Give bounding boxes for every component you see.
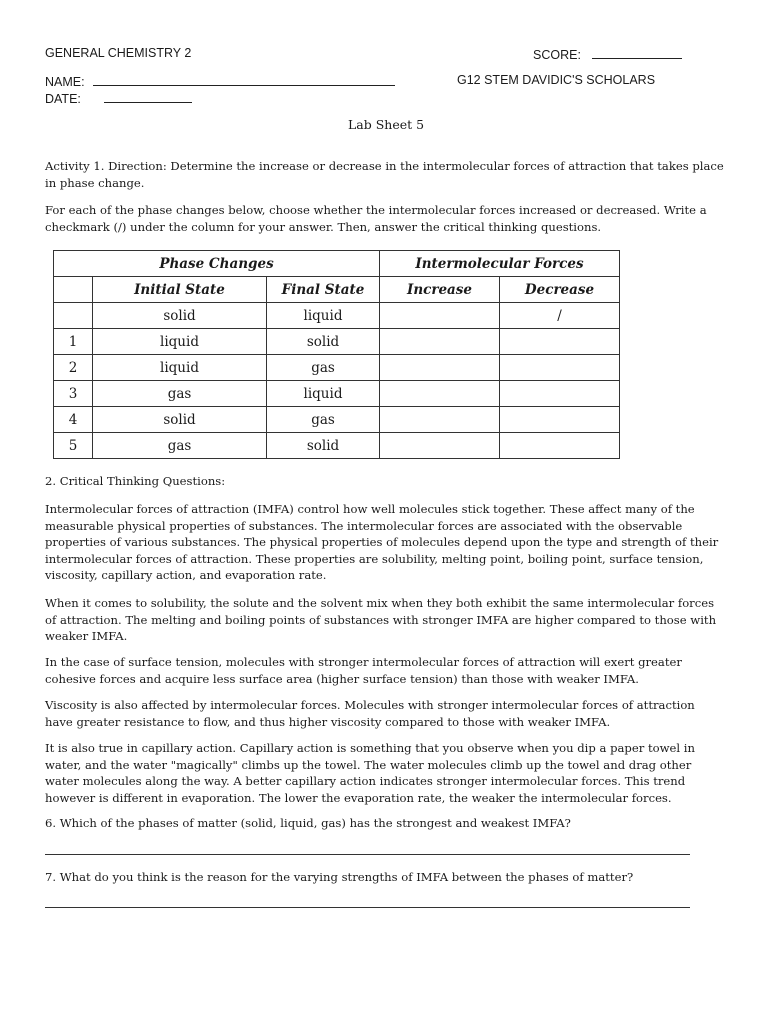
initial-state-cell: solid	[93, 303, 267, 329]
date-blank[interactable]	[104, 90, 192, 103]
table-row	[54, 303, 620, 329]
name-field	[45, 73, 395, 89]
viscosity-paragraph: Viscosity is also affected by intermolecular forces. Molecules with stronger intermolecular forces of attraction have greater resistance to flow, and thus higher viscosity compared to those with weaker IMFA.	[45, 698, 695, 729]
score-field	[533, 46, 682, 62]
decrease-cell[interactable]	[500, 407, 620, 433]
intermolecular-forces-header: Intermolecular Forces	[380, 251, 620, 277]
initial-state-cell: liquid	[93, 329, 267, 355]
sheet-title: Lab Sheet 5	[348, 117, 425, 132]
phase-change-table	[53, 250, 620, 459]
initial-state-cell: gas	[93, 433, 267, 459]
phase-changes-header: Phase Changes	[54, 251, 380, 277]
decrease-cell[interactable]	[500, 329, 620, 355]
increase-cell[interactable]	[380, 355, 500, 381]
final-state-cell: solid	[267, 433, 380, 459]
increase-cell[interactable]	[380, 433, 500, 459]
initial-state-cell: gas	[93, 381, 267, 407]
table-row	[54, 381, 620, 407]
final-state-cell: liquid	[267, 381, 380, 407]
final-state-header: Final State	[267, 277, 380, 303]
initial-state-header: Initial State	[93, 277, 267, 303]
date-field	[45, 90, 192, 106]
row-number	[54, 303, 93, 329]
solubility-paragraph: When it comes to solubility, the solute and the solvent mix when they both exhibit the same intermolecular forces of attraction. The melting and boiling points of substances with stronger IMFA are higher compared to those with weaker IMFA.	[45, 596, 717, 644]
initial-state-cell: solid	[93, 407, 267, 433]
initial-state-cell: liquid	[93, 355, 267, 381]
row-number: 4	[54, 407, 93, 433]
increase-header: Increase	[380, 277, 500, 303]
row-number: 5	[54, 433, 93, 459]
decrease-header: Decrease	[500, 277, 620, 303]
table-row	[54, 433, 620, 459]
table-row	[54, 355, 620, 381]
number-header	[54, 277, 93, 303]
section-label: G12 STEM DAVIDIC'S SCHOLARS	[457, 73, 656, 87]
final-state-cell: gas	[267, 355, 380, 381]
increase-cell[interactable]	[380, 329, 500, 355]
question-7: 7. What do you think is the reason for the varying strengths of IMFA between the phases of matter?	[45, 870, 634, 884]
row-number: 1	[54, 329, 93, 355]
imfa-intro-paragraph: Intermolecular forces of attraction (IMFA) control how well molecules stick together. These affect many of the measurable physical properties of substances. The intermolecular forces are associated with the observable properties of various substances. The physical properties of molecules depend upon the type and strength of their intermolecular forces of attraction. These properties are solubility, melting point, boiling point, surface tension, viscosity, capillary action, and evaporation rate.	[45, 502, 719, 583]
activity-direction: Activity 1. Direction: Determine the increase or decrease in the intermolecular forces of attraction that takes place in phase change.	[45, 159, 724, 190]
final-state-cell: liquid	[267, 303, 380, 329]
name-blank[interactable]	[93, 73, 395, 86]
critical-heading: 2. Critical Thinking Questions:	[45, 474, 226, 488]
increase-cell[interactable]	[380, 381, 500, 407]
date-label: DATE:	[45, 92, 81, 106]
decrease-cell[interactable]	[500, 355, 620, 381]
answer-line-7[interactable]	[45, 907, 690, 908]
answer-line-6[interactable]	[45, 854, 690, 855]
score-blank[interactable]	[592, 46, 682, 59]
final-state-cell: solid	[267, 329, 380, 355]
row-number: 2	[54, 355, 93, 381]
course-title: GENERAL CHEMISTRY 2	[45, 46, 192, 60]
table-row	[54, 407, 620, 433]
table-row	[54, 329, 620, 355]
decrease-cell[interactable]	[500, 433, 620, 459]
increase-cell[interactable]	[380, 407, 500, 433]
activity-instructions: For each of the phase changes below, choose whether the intermolecular forces increased or decreased. Write a checkmark (/) under the column for your answer. Then, answer the critical thinking questions.	[45, 203, 707, 234]
capillary-paragraph: It is also true in capillary action. Capillary action is something that you observe when you dip a paper towel in water, and the water "magically" climbs up the towel. The water molecules climb up the towel and drag other water molecules along the way. A better capillary action indicates stronger intermolecular forces. This trend however is different in evaporation. The lower the evaporation rate, the weaker the intermolecular forces.	[45, 741, 695, 805]
row-number: 3	[54, 381, 93, 407]
decrease-cell[interactable]	[500, 381, 620, 407]
decrease-cell[interactable]: /	[500, 303, 620, 329]
increase-cell[interactable]	[380, 303, 500, 329]
final-state-cell: gas	[267, 407, 380, 433]
name-label: NAME:	[45, 75, 85, 89]
score-label: SCORE:	[533, 48, 581, 62]
surface-tension-paragraph: In the case of surface tension, molecules with stronger intermolecular forces of attraction will exert greater cohesive forces and acquire less surface area (higher surface tension) than those with weaker IMFA.	[45, 655, 682, 686]
question-6: 6. Which of the phases of matter (solid, liquid, gas) has the strongest and weakest IMFA?	[45, 816, 571, 830]
